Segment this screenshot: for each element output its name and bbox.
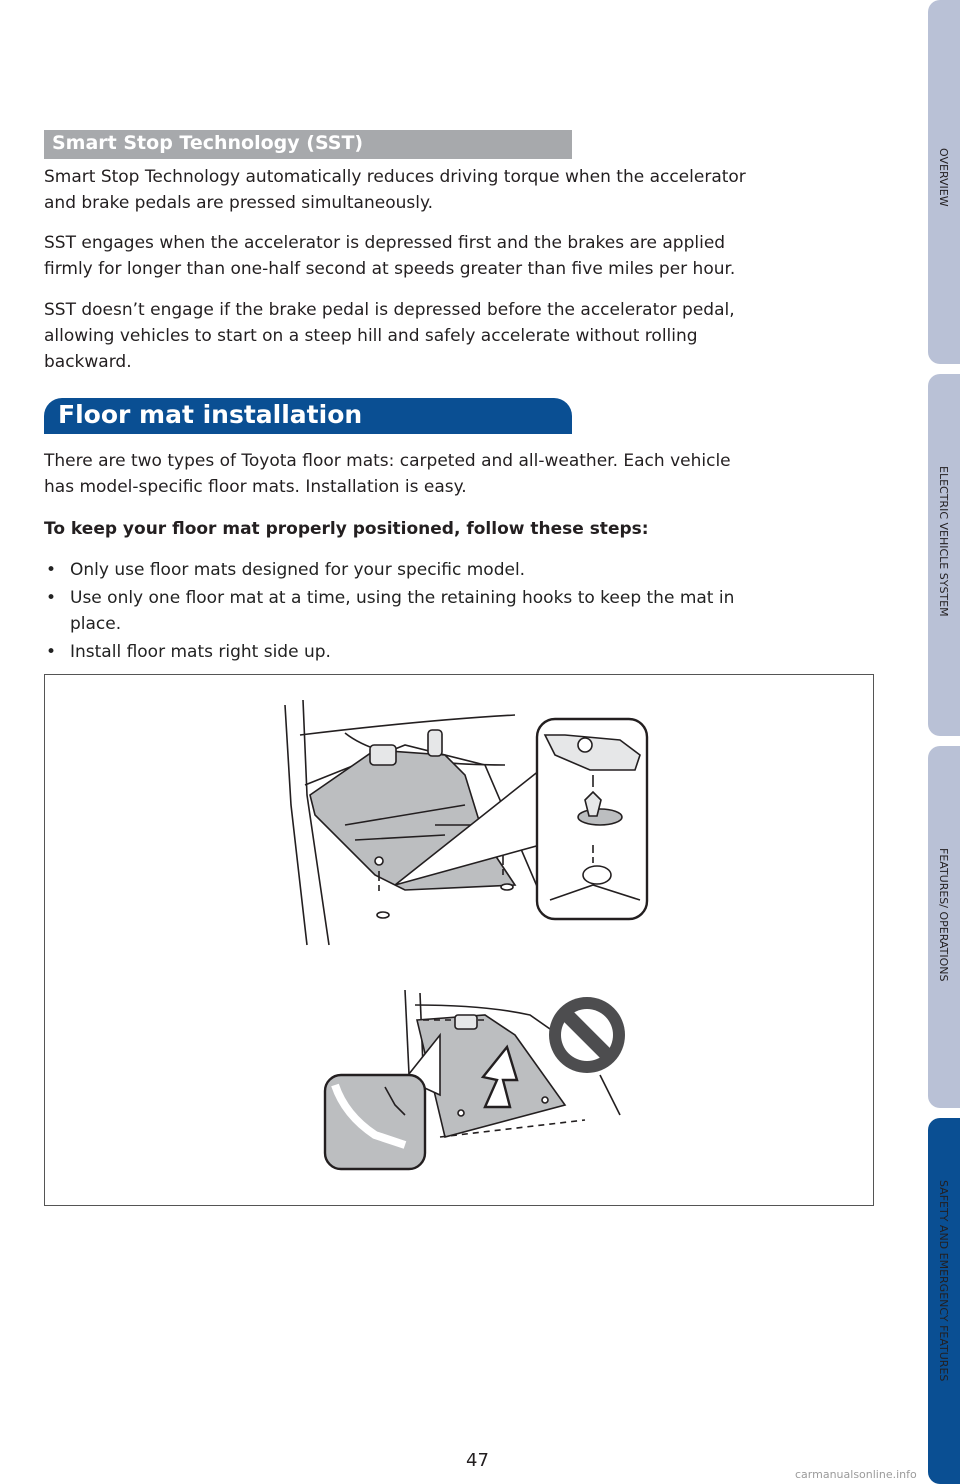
side-tab-strip <box>928 0 960 1484</box>
floor-mat-diagram <box>45 675 873 1205</box>
tab-electric-vehicle-system[interactable] <box>928 374 960 736</box>
sst-paragraph-2 <box>44 230 864 282</box>
list-item <box>44 585 864 637</box>
floor-mat-section-heading <box>44 398 572 434</box>
sst-paragraph-1 <box>44 164 864 216</box>
floor-mat-steps-list <box>44 557 864 667</box>
floor-paragraph-1 <box>44 448 864 500</box>
bullet-2-line1: Use only one floor mat at a time, using the retaining hooks to keep the mat in <box>70 588 735 608</box>
bullet-dot: • <box>46 588 57 608</box>
tab-overview[interactable] <box>928 0 960 364</box>
tab-features-operations[interactable] <box>928 746 960 1108</box>
floor-paragraph-2: To keep your floor mat properly positioned, follow these steps: <box>44 519 649 539</box>
sst-p2-line2: firmly for longer than one-half second at speeds greater than five miles per hour. <box>44 259 736 279</box>
floor-p1-line1: There are two types of Toyota floor mats: carpeted and all-weather. Each vehicle <box>44 451 731 471</box>
floor-p1-line2: has model-specific floor mats. Installation is easy. <box>44 477 467 497</box>
tab-safety-emergency[interactable] <box>928 1118 960 1484</box>
list-item <box>44 557 864 583</box>
floor-heading-text: Floor mat installation <box>58 400 363 429</box>
tab-overview-label: OVERVIEW <box>937 148 950 207</box>
bullet-2-line2: place. <box>70 614 122 634</box>
bullet-3-line1: Install floor mats right side up. <box>70 642 331 662</box>
sst-p3-line3: backward. <box>44 352 132 372</box>
tab-safety-label: SAFETY AND EMERGENCY FEATURES <box>937 1180 950 1382</box>
sst-p3-line1: SST doesn’t engage if the brake pedal is depressed before the accelerator pedal, <box>44 300 735 320</box>
tab-ev-label: ELECTRIC VEHICLE SYSTEM <box>937 466 950 617</box>
sst-p3-line2: allowing vehicles to start on a steep hill and safely accelerate without rolling <box>44 326 698 346</box>
list-item <box>44 639 864 665</box>
floor-mat-illustration <box>44 674 874 1206</box>
sst-paragraph-3 <box>44 297 864 375</box>
sst-heading-text: Smart Stop Technology (SST) <box>52 132 364 154</box>
bullet-dot: • <box>46 642 57 662</box>
bullet-1-line1: Only use floor mats designed for your specific model. <box>70 560 526 580</box>
bullet-dot: • <box>46 560 57 580</box>
watermark-text: carmanualsonline.info <box>795 1468 917 1481</box>
page-number: 47 <box>466 1450 489 1471</box>
tab-features-label: FEATURES/ OPERATIONS <box>937 848 950 982</box>
sst-p1-line1: Smart Stop Technology automatically reduces driving torque when the accelerator <box>44 167 746 187</box>
sst-p2-line1: SST engages when the accelerator is depressed first and the brakes are applied <box>44 233 726 253</box>
sst-section-heading <box>44 130 572 159</box>
sst-p1-line2: and brake pedals are pressed simultaneously. <box>44 193 434 213</box>
